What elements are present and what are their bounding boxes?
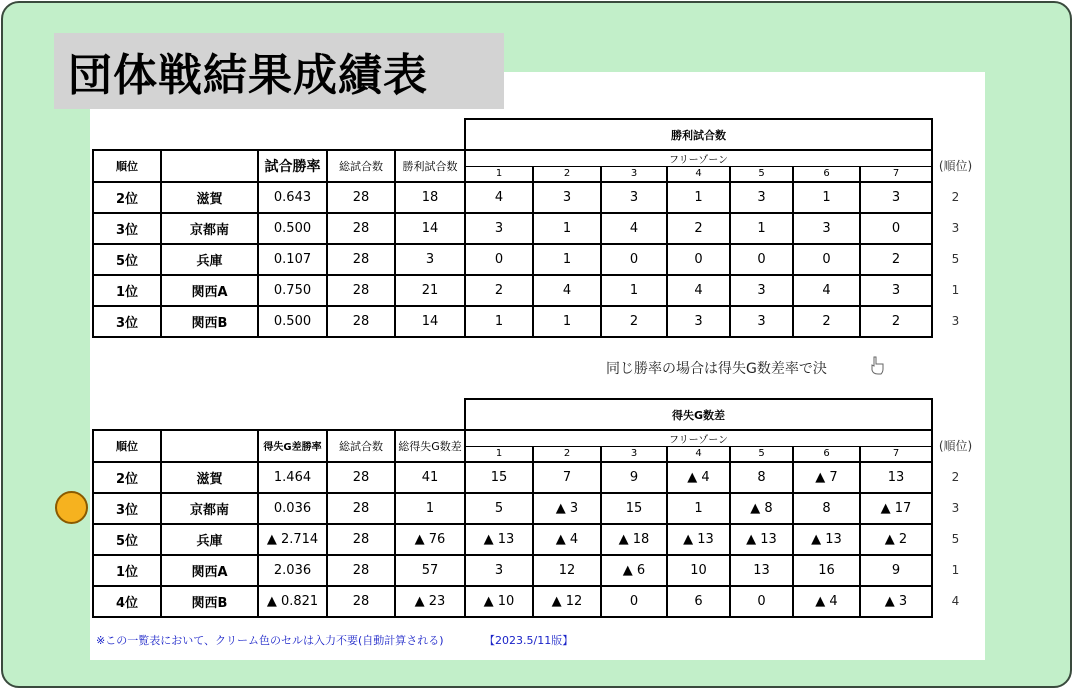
rate-cell[interactable]: ▲ 2.714: [258, 524, 327, 555]
table-row: [93, 462, 978, 493]
games-cell[interactable]: 28: [327, 462, 395, 493]
team-col-header: [161, 150, 258, 182]
rank-out-cell: 1: [951, 283, 960, 297]
zone-cell[interactable]: 1: [667, 182, 730, 213]
team-cell[interactable]: 関西B: [161, 586, 258, 617]
zone-cell[interactable]: 0: [860, 213, 932, 244]
place-cell[interactable]: 1位: [93, 555, 161, 586]
zone-cell[interactable]: 2: [793, 306, 860, 337]
zone-cell[interactable]: 3: [860, 182, 932, 213]
rank-out-cell: 1: [951, 563, 960, 577]
total-cell[interactable]: 3: [395, 244, 465, 275]
zone-cell[interactable]: 0: [730, 244, 793, 275]
total-cell[interactable]: ▲ 23: [395, 586, 465, 617]
total-cell[interactable]: 14: [395, 306, 465, 337]
games-cell[interactable]: 28: [327, 182, 395, 213]
team-cell[interactable]: 兵庫: [161, 524, 258, 555]
rate-cell[interactable]: 0.500: [258, 306, 327, 337]
zone-number-header: 5: [730, 447, 793, 462]
zone-number-header: 3: [601, 447, 667, 462]
zone-cell[interactable]: 8: [793, 493, 860, 524]
rate-cell[interactable]: 0.643: [258, 182, 327, 213]
rate-cell[interactable]: 0.750: [258, 275, 327, 306]
zone-number-header: 6: [793, 167, 860, 182]
zone-number-header: 2: [533, 167, 601, 182]
zone-cell[interactable]: 9: [601, 462, 667, 493]
total-cell[interactable]: 14: [395, 213, 465, 244]
zone-cell[interactable]: 4: [793, 275, 860, 306]
zone-number-header: 7: [860, 167, 932, 182]
team-cell[interactable]: 関西A: [161, 275, 258, 306]
zone-cell[interactable]: 2: [465, 275, 533, 306]
games-cell[interactable]: 28: [327, 524, 395, 555]
zone-cell[interactable]: 1: [533, 306, 601, 337]
table-row: [93, 275, 978, 306]
team-cell[interactable]: 滋賀: [161, 182, 258, 213]
win-rate-col-header: 試合勝率: [258, 150, 327, 182]
zone-number-header: 7: [860, 447, 932, 462]
zone-cell[interactable]: 0: [667, 244, 730, 275]
place-cell[interactable]: 3位: [93, 493, 161, 524]
rank-out-cell: 3: [951, 221, 960, 235]
zone-cell[interactable]: ▲ 4: [533, 524, 601, 555]
rank-out-cell: 3: [951, 501, 960, 515]
free-zone-header: フリーゾーン: [465, 150, 932, 167]
zone-cell[interactable]: 13: [860, 462, 932, 493]
games-cell[interactable]: 28: [327, 213, 395, 244]
zone-cell[interactable]: 3: [601, 182, 667, 213]
zone-cell[interactable]: 1: [533, 213, 601, 244]
zone-number-header: 6: [793, 447, 860, 462]
zone-cell[interactable]: 0: [465, 244, 533, 275]
zone-cell[interactable]: ▲ 3: [533, 493, 601, 524]
zone-cell[interactable]: ▲ 12: [533, 586, 601, 617]
zone-cell[interactable]: 9: [860, 555, 932, 586]
total-cell[interactable]: 21: [395, 275, 465, 306]
zone-cell[interactable]: 3: [730, 275, 793, 306]
total-cell[interactable]: 41: [395, 462, 465, 493]
zone-cell[interactable]: 1: [465, 306, 533, 337]
zone-cell[interactable]: ▲ 18: [601, 524, 667, 555]
free-zone-header: フリーゾーン: [465, 430, 932, 447]
zone-number-header: 1: [465, 447, 533, 462]
table-row: [93, 524, 978, 555]
team-cell[interactable]: 京都南: [161, 493, 258, 524]
page-title: 団体戦結果成績表: [54, 33, 504, 109]
team-cell[interactable]: 京都南: [161, 213, 258, 244]
rank-col-header: 順位: [93, 150, 161, 182]
zone-number-header: 4: [667, 167, 730, 182]
zone-cell[interactable]: ▲ 7: [793, 462, 860, 493]
rate-cell[interactable]: ▲ 0.821: [258, 586, 327, 617]
place-cell[interactable]: 1位: [93, 275, 161, 306]
team-cell[interactable]: 滋賀: [161, 462, 258, 493]
total-cell[interactable]: 1: [395, 493, 465, 524]
place-cell[interactable]: 2位: [93, 182, 161, 213]
team-cell[interactable]: 兵庫: [161, 244, 258, 275]
zone-cell[interactable]: ▲ 4: [793, 586, 860, 617]
zone-cell[interactable]: 4: [465, 182, 533, 213]
zone-cell[interactable]: ▲ 4: [667, 462, 730, 493]
table-row: [93, 244, 978, 275]
zone-cell[interactable]: 1: [730, 213, 793, 244]
wins-table: [92, 118, 978, 338]
table-row: [93, 586, 978, 617]
table-row: [93, 306, 978, 337]
games-col-header: 総試合数: [327, 430, 395, 462]
wins-total-col-header: 勝利試合数: [395, 150, 465, 182]
zone-cell[interactable]: 5: [465, 493, 533, 524]
zone-cell[interactable]: 1: [601, 275, 667, 306]
zone-cell[interactable]: 12: [533, 555, 601, 586]
zone-cell[interactable]: 1: [793, 182, 860, 213]
zone-cell[interactable]: 15: [465, 462, 533, 493]
table-row: [93, 555, 978, 586]
diff-total-col-header: 総得失G数差: [395, 430, 465, 462]
place-cell[interactable]: 3位: [93, 213, 161, 244]
rate-cell[interactable]: 1.464: [258, 462, 327, 493]
zone-cell[interactable]: 6: [667, 586, 730, 617]
zone-cell[interactable]: ▲ 13: [730, 524, 793, 555]
zone-cell[interactable]: ▲ 13: [793, 524, 860, 555]
zone-cell[interactable]: 2: [860, 244, 932, 275]
rank-out-header: (順位): [938, 439, 973, 454]
cursor-marker: [55, 491, 88, 524]
team-col-header: [161, 430, 258, 462]
diff-rate-col-header: 得失G差勝率: [258, 430, 327, 462]
rate-cell[interactable]: 0.500: [258, 213, 327, 244]
zone-cell[interactable]: 1: [667, 493, 730, 524]
table-row: [93, 493, 978, 524]
zone-cell[interactable]: 2: [860, 306, 932, 337]
total-cell[interactable]: 57: [395, 555, 465, 586]
footer-note: ※この一覧表において、クリーム色のセルは入力不要(自動計算される): [96, 634, 444, 647]
rate-cell[interactable]: 2.036: [258, 555, 327, 586]
rank-out-cell: 2: [951, 470, 960, 484]
games-cell[interactable]: 28: [327, 306, 395, 337]
rank-out-header: (順位): [938, 159, 973, 174]
rank-col-header: 順位: [93, 430, 161, 462]
games-cell[interactable]: 28: [327, 493, 395, 524]
zone-cell[interactable]: 3: [730, 306, 793, 337]
zone-cell[interactable]: 0: [793, 244, 860, 275]
zone-number-header: 5: [730, 167, 793, 182]
zone-cell[interactable]: 1: [533, 244, 601, 275]
zone-cell[interactable]: 3: [465, 213, 533, 244]
zone-cell[interactable]: ▲ 3: [860, 586, 932, 617]
zone-cell[interactable]: 16: [793, 555, 860, 586]
zone-cell[interactable]: ▲ 6: [601, 555, 667, 586]
zone-cell[interactable]: ▲ 13: [667, 524, 730, 555]
rank-out-cell: 2: [951, 190, 960, 204]
zone-cell[interactable]: ▲ 8: [730, 493, 793, 524]
wins-group-header: 勝利試合数: [465, 119, 932, 150]
zone-cell[interactable]: 3: [730, 182, 793, 213]
zone-cell[interactable]: 0: [730, 586, 793, 617]
tie-break-note: 同じ勝率の場合は得失G数差率で決: [606, 361, 827, 377]
zone-cell[interactable]: 8: [730, 462, 793, 493]
zone-number-header: 1: [465, 167, 533, 182]
zone-cell[interactable]: 3: [667, 306, 730, 337]
zone-cell[interactable]: ▲ 10: [465, 586, 533, 617]
zone-cell[interactable]: 0: [601, 244, 667, 275]
total-cell[interactable]: ▲ 76: [395, 524, 465, 555]
zone-number-header: 4: [667, 447, 730, 462]
zone-cell[interactable]: 13: [730, 555, 793, 586]
zone-cell[interactable]: ▲ 13: [465, 524, 533, 555]
zone-cell[interactable]: ▲ 17: [860, 493, 932, 524]
place-cell[interactable]: 3位: [93, 306, 161, 337]
zone-cell[interactable]: 4: [601, 213, 667, 244]
zone-cell[interactable]: 3: [465, 555, 533, 586]
footer-version: 【2023.5/11版】: [484, 634, 574, 647]
team-cell[interactable]: 関西A: [161, 555, 258, 586]
pointing-hand-icon: [870, 355, 884, 375]
zone-cell[interactable]: 15: [601, 493, 667, 524]
rank-out-cell: 4: [951, 594, 960, 608]
zone-number-header: 3: [601, 167, 667, 182]
zone-cell[interactable]: 2: [667, 213, 730, 244]
games-cell[interactable]: 28: [327, 586, 395, 617]
table-row: [93, 213, 978, 244]
zone-number-header: 2: [533, 447, 601, 462]
games-col-header: 総試合数: [327, 150, 395, 182]
zone-cell[interactable]: 3: [793, 213, 860, 244]
rank-out-cell: 5: [951, 532, 960, 546]
zone-cell[interactable]: ▲ 2: [860, 524, 932, 555]
place-cell[interactable]: 2位: [93, 462, 161, 493]
rank-out-cell: 5: [951, 252, 960, 266]
place-cell[interactable]: 5位: [93, 244, 161, 275]
game-diff-table: [92, 398, 978, 618]
rank-out-cell: 3: [951, 314, 960, 328]
zone-cell[interactable]: 3: [860, 275, 932, 306]
zone-cell[interactable]: 4: [667, 275, 730, 306]
zone-cell[interactable]: 10: [667, 555, 730, 586]
rate-cell[interactable]: 0.107: [258, 244, 327, 275]
rate-cell[interactable]: 0.036: [258, 493, 327, 524]
team-cell[interactable]: 関西B: [161, 306, 258, 337]
zone-cell[interactable]: 0: [601, 586, 667, 617]
zone-cell[interactable]: 3: [533, 182, 601, 213]
zone-cell[interactable]: 4: [533, 275, 601, 306]
total-cell[interactable]: 18: [395, 182, 465, 213]
games-cell[interactable]: 28: [327, 244, 395, 275]
games-cell[interactable]: 28: [327, 555, 395, 586]
place-cell[interactable]: 5位: [93, 524, 161, 555]
place-cell[interactable]: 4位: [93, 586, 161, 617]
diff-group-header: 得失G数差: [465, 399, 932, 430]
games-cell[interactable]: 28: [327, 275, 395, 306]
zone-cell[interactable]: 2: [601, 306, 667, 337]
table-row: [93, 182, 978, 213]
zone-cell[interactable]: 7: [533, 462, 601, 493]
